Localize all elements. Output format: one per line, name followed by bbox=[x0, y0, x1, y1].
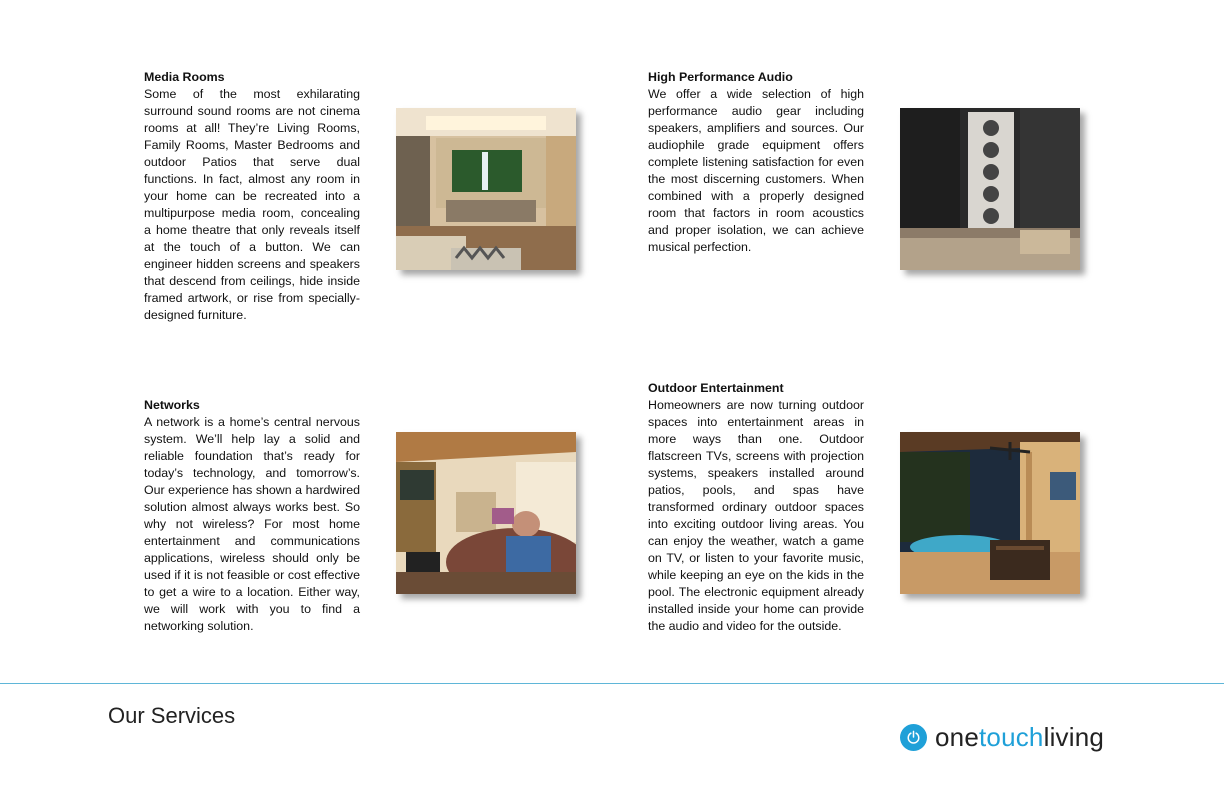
media-room-photo bbox=[396, 108, 576, 270]
audio-heading: High Performance Audio bbox=[648, 70, 793, 84]
networks-section bbox=[144, 397, 360, 635]
logo-word-one: one bbox=[935, 722, 979, 752]
outdoor-text: Homeowners are now turning outdoor spaces into entertainment areas in more ways than one. Outdoor flatscreen TVs, screens with projection systems, speakers installed around patios, pools, and spas have transformed ordinary outdoor spaces into exciting outdoor living areas. You can enjoy the weather, watch a game on TV, or listen to your favorite music, while keeping an eye on the kids in the pool. The electronic equipment already installed inside your home can provide the audio and video for the outside. bbox=[648, 398, 864, 633]
power-icon bbox=[900, 724, 927, 751]
outdoor-heading: Outdoor Entertainment bbox=[648, 381, 784, 395]
networks-text: A network is a home’s central nervous system. We’ll help lay a solid and reliable foundation that’s ready for today’s technology, and tomorrow’s. Our experience has shown a hardwired solution almost always works best. So why not wireless? For most home entertainment and communications applications, wireless should only be used if it is not feasible or cost effective to get a wire to a location. Either way, we will work with you to find a networking solution. bbox=[144, 415, 360, 633]
audio-section bbox=[648, 69, 864, 256]
outdoor-section bbox=[648, 380, 864, 635]
media-rooms-heading: Media Rooms bbox=[144, 70, 225, 84]
page-title: Our Services bbox=[108, 703, 236, 728]
company-logo bbox=[900, 722, 1104, 752]
audio-photo bbox=[900, 108, 1080, 270]
networks-photo bbox=[396, 432, 576, 594]
outdoor-photo bbox=[900, 432, 1080, 594]
footer-divider bbox=[0, 683, 1224, 684]
logo-word-living: living bbox=[1043, 722, 1105, 752]
logo-wordmark bbox=[935, 722, 1104, 752]
logo-word-touch: touch bbox=[978, 722, 1044, 752]
media-rooms-text: Some of the most exhilarating surround sound rooms are not cinema rooms at all! They’re Living Rooms, Family Rooms, Master Bedrooms and outdoor Patios that serve dual functions. In fact, almost any room in your home can be recreated into a multipurpose media room, concealing a home theatre that only reveals itself at the touch of a button. We can engineer hidden screens and speakers that descend from ceilings, hide inside framed artwork, or rise from specially-designed furniture. bbox=[144, 87, 360, 322]
networks-heading: Networks bbox=[144, 398, 200, 412]
media-rooms-section bbox=[144, 69, 360, 324]
audio-text: We offer a wide selection of high performance audio gear including speakers, amplifiers and sources. Our audiophile grade equipment offers complete listening satisfaction for even the most discerning customers. When combined with a properly designed room that factors in room acoustics and proper isolation, we can achieve musical perfection. bbox=[648, 87, 864, 254]
